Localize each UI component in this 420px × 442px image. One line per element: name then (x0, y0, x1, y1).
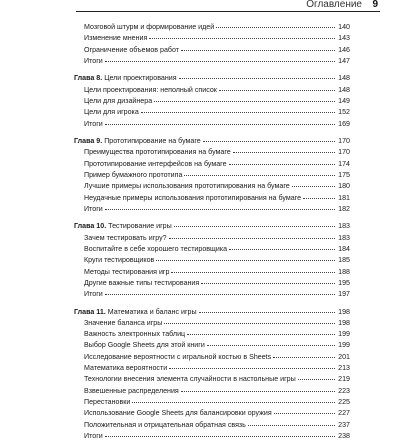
section-title: Лучшие примеры использования прототипирования на бумаге (84, 182, 290, 191)
dot-leader (169, 368, 335, 369)
toc-entry-label (84, 278, 199, 289)
section-title: Зачем тестировать игру? (84, 233, 167, 242)
section-title: Неудачные примеры использования прототипирования на бумаге (84, 193, 302, 202)
section-title: Изменение мнения (84, 34, 148, 43)
dot-leader (199, 312, 335, 313)
toc-section-entry (74, 278, 350, 289)
page-header (0, 0, 420, 10)
toc-entry-label (84, 193, 301, 204)
chapter-number: Глава 10. (74, 222, 107, 231)
toc-entry-label (84, 147, 231, 158)
section-title: Исследование вероятности с игральной костью в Sheets (84, 352, 272, 361)
toc-page-number: 182 (338, 204, 350, 213)
toc-entry-label (84, 289, 103, 300)
section-title: Взвешенные распределения (84, 386, 179, 395)
dot-leader (181, 391, 335, 392)
toc-page-number: 213 (338, 364, 350, 373)
dot-leader (174, 226, 335, 227)
toc-section-entry (74, 193, 350, 204)
toc-page-number: 225 (338, 397, 350, 406)
section-title: Мозговой штурм и формирование идей (84, 23, 215, 31)
toc-section-entry (74, 204, 350, 215)
toc-entry-label (84, 22, 214, 33)
chapter-number: Глава 8. (74, 74, 103, 83)
toc-page-number: 174 (338, 159, 350, 168)
chapter-title: Тестирование игры (108, 222, 172, 231)
toc-page-number: 197 (338, 290, 350, 299)
dot-leader (184, 175, 335, 176)
toc-page-number: 199 (338, 341, 350, 350)
toc-entry-label (84, 420, 246, 431)
toc-chapter-entry (74, 73, 350, 84)
section-title: Технологии внесения элемента случайности в настольные игры (84, 375, 296, 384)
toc-section-entry (74, 22, 350, 33)
toc-section-entry (74, 159, 350, 170)
dot-leader (207, 345, 335, 346)
toc-section-entry (74, 340, 350, 351)
section-title: Итоги (84, 119, 103, 128)
toc-entry-label (74, 307, 197, 318)
toc-section-entry (74, 181, 350, 192)
toc-chapter-entry (74, 136, 350, 147)
section-title: Итоги (84, 431, 103, 440)
toc-section-entry (74, 397, 350, 408)
toc-section-entry (74, 386, 350, 397)
toc-section-entry (74, 352, 350, 363)
toc-page-number: 227 (338, 409, 350, 418)
dot-leader (181, 50, 335, 51)
dot-leader (273, 357, 335, 358)
toc-page-number: 198 (338, 307, 350, 316)
header-rule (76, 11, 380, 12)
chapter-title: Прототипирование на бумаге (104, 137, 201, 146)
section-title: Выбор Google Sheets для этой книги (84, 341, 205, 350)
toc-page-number: 198 (338, 318, 350, 327)
toc-section-entry (74, 85, 350, 96)
toc-page-number: 152 (338, 108, 350, 117)
section-title: Цели проектирования: неполный список (84, 85, 217, 94)
toc-entry-label (74, 73, 177, 84)
toc-page-number: 149 (338, 96, 350, 105)
toc-page-number: 140 (338, 23, 350, 31)
dot-leader (169, 238, 335, 239)
dot-leader (105, 209, 335, 210)
page-number: 9 (372, 0, 378, 10)
toc-entry-label (84, 397, 130, 408)
toc-chapter-entry (74, 221, 350, 232)
dot-leader (229, 164, 335, 165)
toc-section-entry (74, 56, 350, 67)
dot-leader (216, 27, 335, 28)
toc-section-entry (74, 420, 350, 431)
toc-section-entry (74, 431, 350, 442)
dot-leader (248, 425, 335, 426)
toc-entry-label (84, 33, 147, 44)
toc-entry-label (84, 386, 179, 397)
dot-leader (233, 152, 335, 153)
toc-page-number: 181 (338, 193, 350, 202)
toc-entry-label (74, 136, 201, 147)
toc-section-entry (74, 374, 350, 385)
dot-leader (105, 124, 335, 125)
toc-entry-label (84, 204, 103, 215)
section-title: Круги тестировщиков (84, 256, 155, 265)
toc-page-number: 169 (338, 119, 350, 128)
toc-page-number: 170 (338, 148, 350, 157)
toc-page-number: 148 (338, 74, 350, 83)
section-title: Ограничение объемов работ (84, 45, 180, 54)
toc-entry-label (84, 374, 296, 385)
dot-leader (298, 379, 335, 380)
dot-leader (132, 402, 335, 403)
dot-leader (154, 101, 335, 102)
dot-leader (105, 294, 335, 295)
toc-entry-label (84, 431, 103, 442)
toc-page-number: 199 (338, 330, 350, 339)
toc-entry-label (84, 318, 162, 329)
toc-entry-label (84, 170, 182, 181)
toc-section-entry (74, 255, 350, 266)
toc-entry-label (84, 159, 227, 170)
dot-leader (274, 413, 335, 414)
section-title: Цели для дизайнера (84, 96, 153, 105)
dot-leader (292, 186, 335, 187)
toc-section-entry (74, 119, 350, 130)
toc-entry-label (84, 107, 139, 118)
toc-entry-label (84, 119, 103, 130)
toc-section-entry (74, 233, 350, 244)
toc-chapter-entry (74, 307, 350, 318)
toc-page-number: 143 (338, 34, 350, 43)
section-title: Прототипирование интерфейсов на бумаге (84, 159, 227, 168)
dot-leader (229, 249, 335, 250)
toc-entry-label (84, 340, 205, 351)
section-title: Положительная и отрицательная обратная связь (84, 420, 246, 429)
section-title: Математика вероятности (84, 364, 168, 373)
dot-leader (149, 38, 335, 39)
toc-page-number: 188 (338, 267, 350, 276)
toc-section-entry (74, 96, 350, 107)
dot-leader (179, 78, 335, 79)
toc-page-number: 183 (338, 222, 350, 231)
section-title: Воспитайте в себе хорошего тестировщика (84, 244, 228, 253)
toc-section-entry (74, 329, 350, 340)
toc-entry-label (84, 56, 103, 67)
chapter-number: Глава 11. (74, 307, 106, 316)
section-title: Итоги (84, 56, 103, 65)
dot-leader (303, 198, 335, 199)
toc-page-number: 184 (338, 244, 350, 253)
toc-entry-label (84, 329, 185, 340)
dot-leader (219, 90, 335, 91)
chapter-title: Цели проектирования (104, 74, 177, 83)
toc-page-number: 147 (338, 56, 350, 65)
toc-page-number: 237 (338, 420, 350, 429)
section-title: Значение баланса игры (84, 318, 163, 327)
toc-page-number: 146 (338, 45, 350, 54)
toc-page-number: 238 (338, 431, 350, 440)
toc-page-number: 180 (338, 182, 350, 191)
toc-entry-label (84, 244, 227, 255)
dot-leader (105, 61, 335, 62)
toc-entry-label (84, 408, 272, 419)
toc-page-number: 195 (338, 278, 350, 287)
toc-entry-label (84, 96, 152, 107)
toc-entry-label (84, 181, 290, 192)
section-title: Использование Google Sheets для балансировки оружия (84, 409, 272, 418)
toc-page-number: 223 (338, 386, 350, 395)
toc-section-entry (74, 318, 350, 329)
toc-section-entry (74, 289, 350, 300)
dot-leader (187, 334, 335, 335)
toc-entry-label (84, 233, 167, 244)
toc-entry-label (84, 352, 271, 363)
toc-page-number: 201 (338, 352, 350, 361)
toc-page-number: 175 (338, 170, 350, 179)
toc-entry-label (84, 267, 169, 278)
table-of-contents (74, 22, 350, 442)
dot-leader (171, 272, 335, 273)
toc-entry-label (84, 85, 217, 96)
toc-entry-label (84, 45, 179, 56)
toc-entry-label (84, 255, 154, 266)
toc-section-entry (74, 33, 350, 44)
toc-page-number: 185 (338, 256, 350, 265)
dot-leader (105, 436, 335, 437)
section-title: Методы тестирования игр (84, 267, 170, 276)
section-title: Цели для игрока (84, 108, 139, 117)
section-title: Преимущества прототипирования на бумаге (84, 148, 231, 157)
chapter-title: Математика и баланс игры (107, 307, 197, 316)
dot-leader (201, 283, 335, 284)
toc-page-number: 183 (338, 233, 350, 242)
toc-page-number: 219 (338, 375, 350, 384)
running-title: Оглавление (306, 0, 362, 10)
section-title: Перестановки (84, 397, 131, 406)
chapter-number: Глава 9. (74, 137, 103, 146)
toc-section-entry (74, 244, 350, 255)
toc-section-entry (74, 408, 350, 419)
toc-section-entry (74, 45, 350, 56)
section-title: Пример бумажного прототипа (84, 170, 183, 179)
dot-leader (156, 260, 335, 261)
section-title: Итоги (84, 204, 103, 213)
toc-entry-label (74, 221, 172, 232)
toc-entry-label (84, 363, 167, 374)
toc-section-entry (74, 363, 350, 374)
section-title: Важность электронных таблиц (84, 330, 186, 339)
toc-section-entry (74, 107, 350, 118)
dot-leader (141, 112, 335, 113)
section-title: Итоги (84, 290, 103, 299)
toc-section-entry (74, 170, 350, 181)
section-title: Другие важные типы тестирования (84, 278, 200, 287)
toc-section-entry (74, 267, 350, 278)
toc-page-number: 170 (338, 137, 350, 146)
dot-leader (203, 141, 335, 142)
dot-leader (164, 323, 335, 324)
toc-section-entry (74, 147, 350, 158)
toc-page-number: 148 (338, 85, 350, 94)
